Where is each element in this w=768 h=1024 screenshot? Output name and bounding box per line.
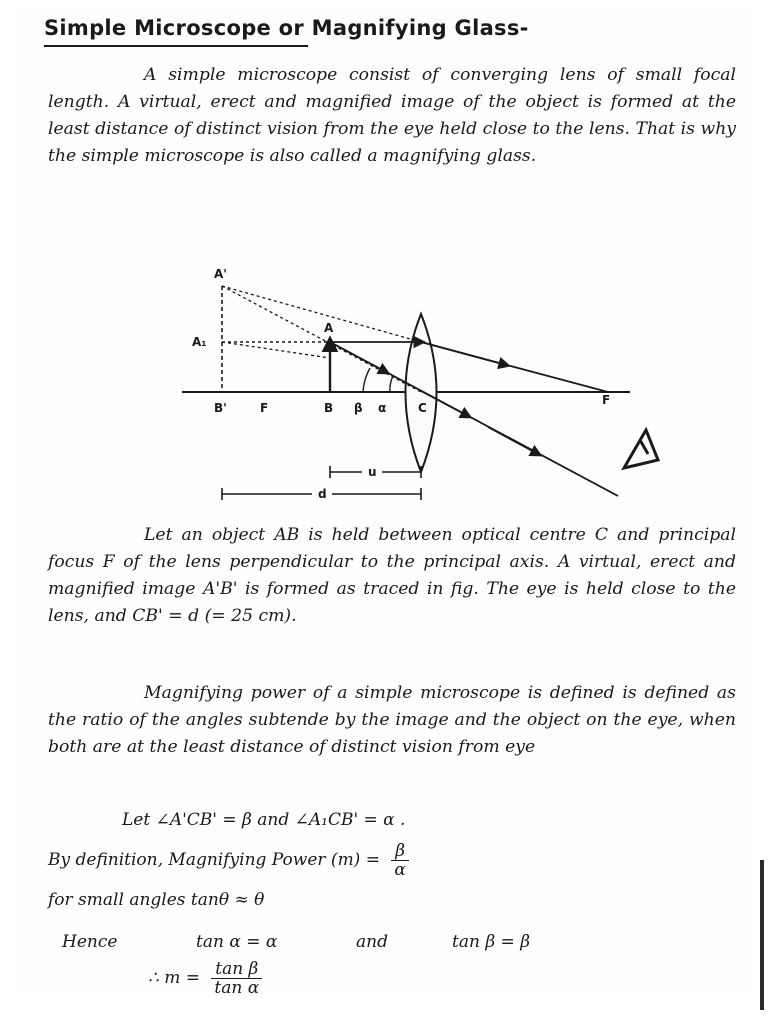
back-extension-3 — [222, 342, 330, 358]
central-ray-arrow-1 — [330, 342, 386, 372]
tan-alpha-equation: tan α = α — [196, 932, 278, 952]
magnifying-power-definition — [48, 842, 409, 879]
label-alpha: α — [378, 401, 387, 415]
label-b: B — [324, 401, 334, 415]
tan-beta-equation: tan β = β — [452, 932, 531, 952]
therefore-m: ∴ m = — [148, 968, 200, 988]
ray-diagram — [18, 250, 750, 510]
intro-paragraph — [48, 62, 736, 170]
hence-label: Hence — [62, 932, 118, 952]
notebook-page — [18, 6, 750, 996]
label-d: d — [318, 487, 327, 501]
tan-ratio-fraction — [211, 960, 262, 997]
fraction-denominator: α — [394, 860, 406, 880]
convex-lens — [406, 314, 437, 472]
angle-alpha-arc — [390, 376, 393, 392]
tan-alpha-denominator: tan α — [214, 978, 260, 998]
label-f-left: F — [260, 401, 269, 415]
angles-equation: Let ∠A'CB' = β and ∠A₁CB' = α . — [122, 810, 406, 830]
definition-paragraph — [48, 680, 736, 761]
eye-icon — [624, 430, 658, 468]
label-b-prime: B' — [214, 401, 227, 415]
and-word: and — [356, 932, 388, 952]
magnification-formula — [148, 960, 262, 997]
fraction-numerator: β — [391, 842, 408, 861]
label-u: u — [368, 465, 377, 479]
scroll-indicator[interactable] — [760, 860, 764, 1010]
title-underline — [44, 45, 308, 47]
beta-over-alpha-fraction — [391, 842, 408, 879]
back-extension-1 — [222, 286, 421, 392]
object-text: Let an object AB is held between optical centre C and principal focus F of the lens perpendicular to the principal axis. A virtual, erect and magnified image A'B' is formed as traced in fig. The eye is held close to the lens, and CB' = d (= 25 cm). — [48, 525, 736, 626]
back-extension-2 — [222, 286, 421, 342]
label-c: C — [418, 401, 427, 415]
label-a: A — [324, 321, 334, 335]
tan-beta-numerator: tan β — [211, 960, 262, 979]
label-a1: A₁ — [192, 335, 207, 349]
definition-label: By definition, Magnifying Power (m) = — [48, 850, 380, 870]
small-angle-approximation: for small angles tanθ ≈ θ — [48, 890, 265, 910]
central-ray-arrow-3 — [488, 427, 538, 454]
angle-beta-arc — [363, 368, 370, 392]
label-a-prime: A' — [214, 267, 227, 281]
page-title: Simple Microscope or Magnifying Glass- — [44, 16, 529, 40]
object-paragraph — [48, 522, 736, 630]
label-f-right: F — [602, 393, 611, 407]
intro-text: A simple microscope consist of converging lens of small focal length. A virtual, erect and magnified image of the object is formed at the least distance of distinct vision from the eye held close to the lens. That is why the simple microscope is also called a magnifying glass. — [48, 65, 736, 166]
definition-text: Magnifying power of a simple microscope is defined is defined as the ratio of the angles subtende by the image and the object on the eye, when both are at the least distance of distinct vision from eye — [48, 683, 736, 757]
label-beta: β — [354, 401, 363, 415]
